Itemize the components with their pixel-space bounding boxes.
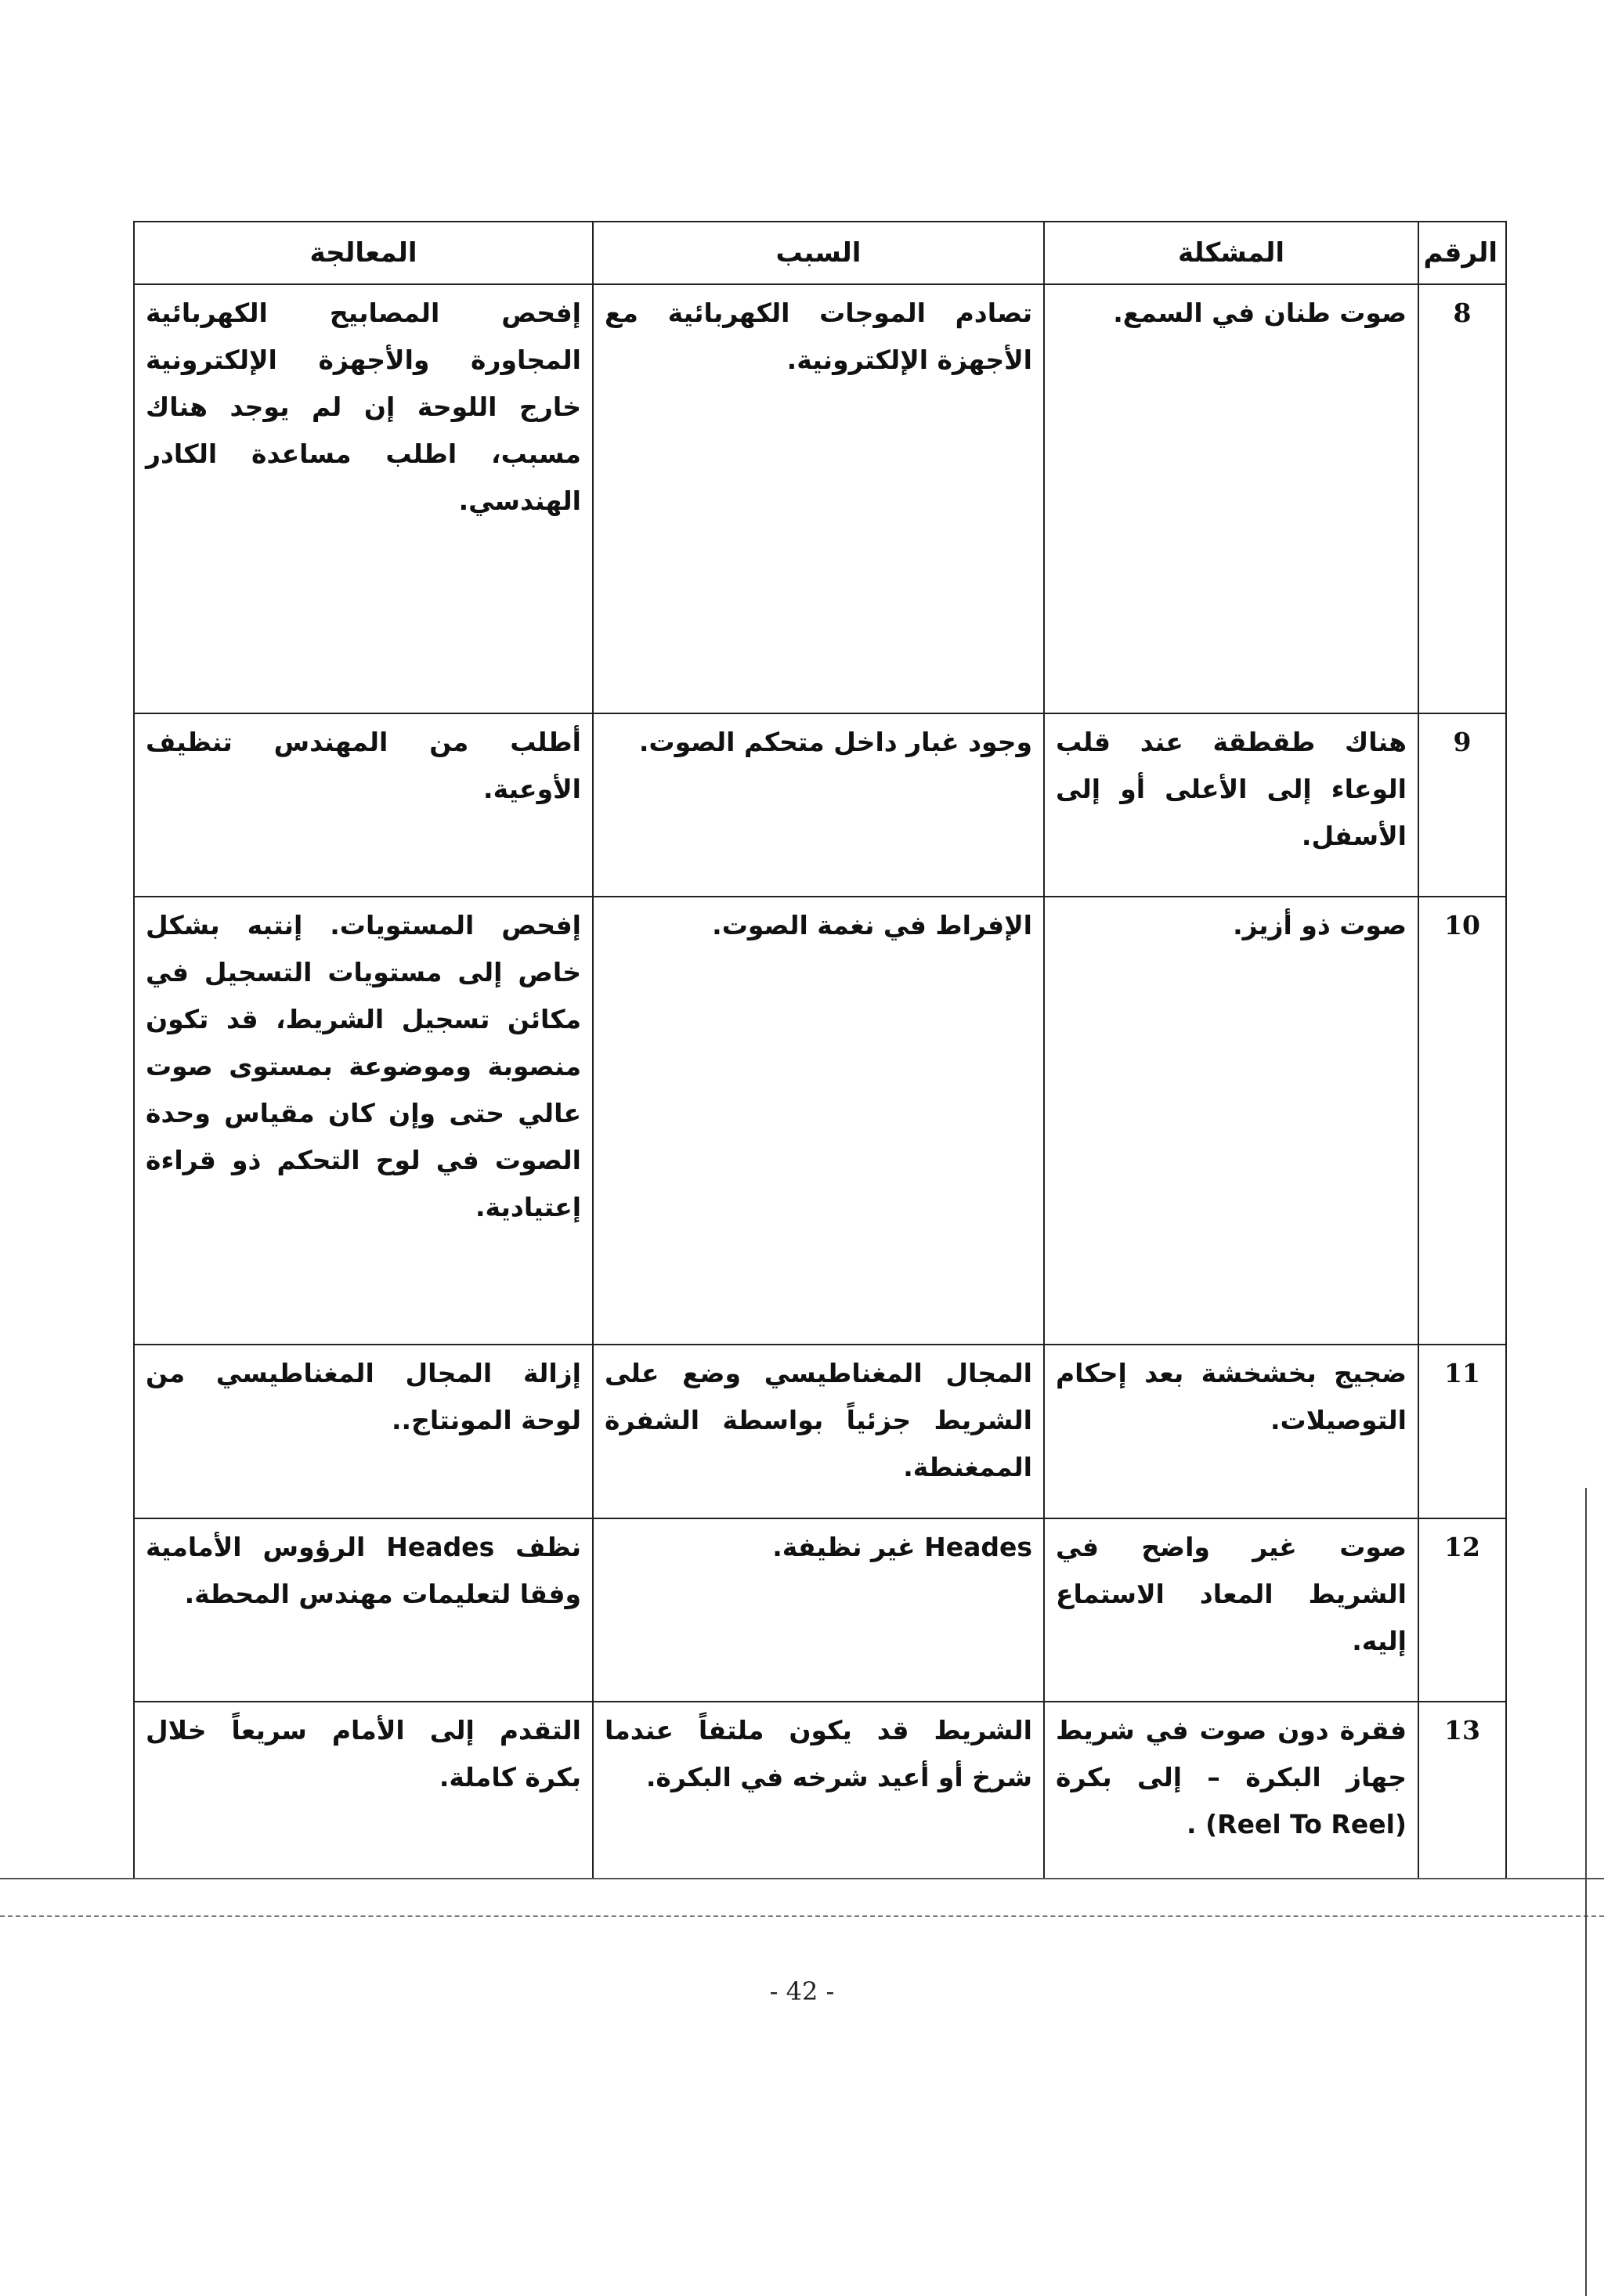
header-problem: المشكلة: [1044, 222, 1418, 284]
row-treatment: إفحص المستويات. إنتبه بشكل خاص إلى مستويات التسجيل في مكائن تسجيل الشريط، قد تكون منصوبة وموضوعة بمستوى صوت عالي حتى وإن كان مقياس وحدة الصوت في لوح التحكم ذو قراءة إعتيادية.: [134, 897, 593, 1345]
row-number: 11: [1418, 1345, 1506, 1518]
table-row: [134, 713, 1506, 897]
row-cause: Heades غير نظيفة.: [593, 1518, 1044, 1702]
row-problem: صوت غير واضح في الشريط المعاد الاستماع إليه.: [1044, 1518, 1418, 1702]
table-header-row: [134, 222, 1506, 284]
row-problem: هناك طقطقة عند قلب الوعاء إلى الأعلى أو إلى الأسفل.: [1044, 713, 1418, 897]
margin-line: [1585, 1488, 1587, 2296]
table-row: [134, 1702, 1506, 1879]
row-cause: الإفراط في نغمة الصوت.: [593, 897, 1044, 1345]
table-row: [134, 1345, 1506, 1518]
header-treatment: المعالجة: [134, 222, 593, 284]
footer-dashed-rule: [0, 1915, 1604, 1917]
row-number: 8: [1418, 284, 1506, 713]
row-treatment: إفحص المصابيح الكهربائية المجاورة والأجهزة الإلكترونية خارج اللوحة إن لم يوجد هناك مسبب، اطلب مساعدة الكادر الهندسي.: [134, 284, 593, 713]
troubleshooting-table: [133, 221, 1507, 1879]
row-number: 13: [1418, 1702, 1506, 1879]
row-problem: صوت طنان في السمع.: [1044, 284, 1418, 713]
row-treatment: نظف Heades الرؤوس الأمامية وفقا لتعليمات مهندس المحطة.: [134, 1518, 593, 1702]
row-cause: الشريط قد يكون ملتفاً عندما شرخ أو أعيد شرخه في البكرة.: [593, 1702, 1044, 1879]
page-number: - 42 -: [769, 1977, 835, 2006]
table-row: [134, 284, 1506, 713]
row-problem: صوت ذو أزيز.: [1044, 897, 1418, 1345]
row-cause: تصادم الموجات الكهربائية مع الأجهزة الإلكترونية.: [593, 284, 1044, 713]
footer-rule: [0, 1878, 1604, 1879]
row-treatment: إزالة المجال المغناطيسي من لوحة المونتاج..: [134, 1345, 593, 1518]
row-number: 9: [1418, 713, 1506, 897]
row-problem: فقرة دون صوت في شريط جهاز البكرة – إلى بكرة (Reel To Reel) .: [1044, 1702, 1418, 1879]
table-row: [134, 1518, 1506, 1702]
row-treatment: أطلب من المهندس تنظيف الأوعية.: [134, 713, 593, 897]
table-row: [134, 897, 1506, 1345]
row-treatment: التقدم إلى الأمام سريعاً خلال بكرة كاملة.: [134, 1702, 593, 1879]
row-cause: المجال المغناطيسي وضع على الشريط جزئياً بواسطة الشفرة الممغنطة.: [593, 1345, 1044, 1518]
row-number: 12: [1418, 1518, 1506, 1702]
row-number: 10: [1418, 897, 1506, 1345]
header-cause: السبب: [593, 222, 1044, 284]
row-problem: ضجيج بخشخشة بعد إحكام التوصيلات.: [1044, 1345, 1418, 1518]
header-number: الرقم: [1418, 222, 1506, 284]
row-cause: وجود غبار داخل متحكم الصوت.: [593, 713, 1044, 897]
